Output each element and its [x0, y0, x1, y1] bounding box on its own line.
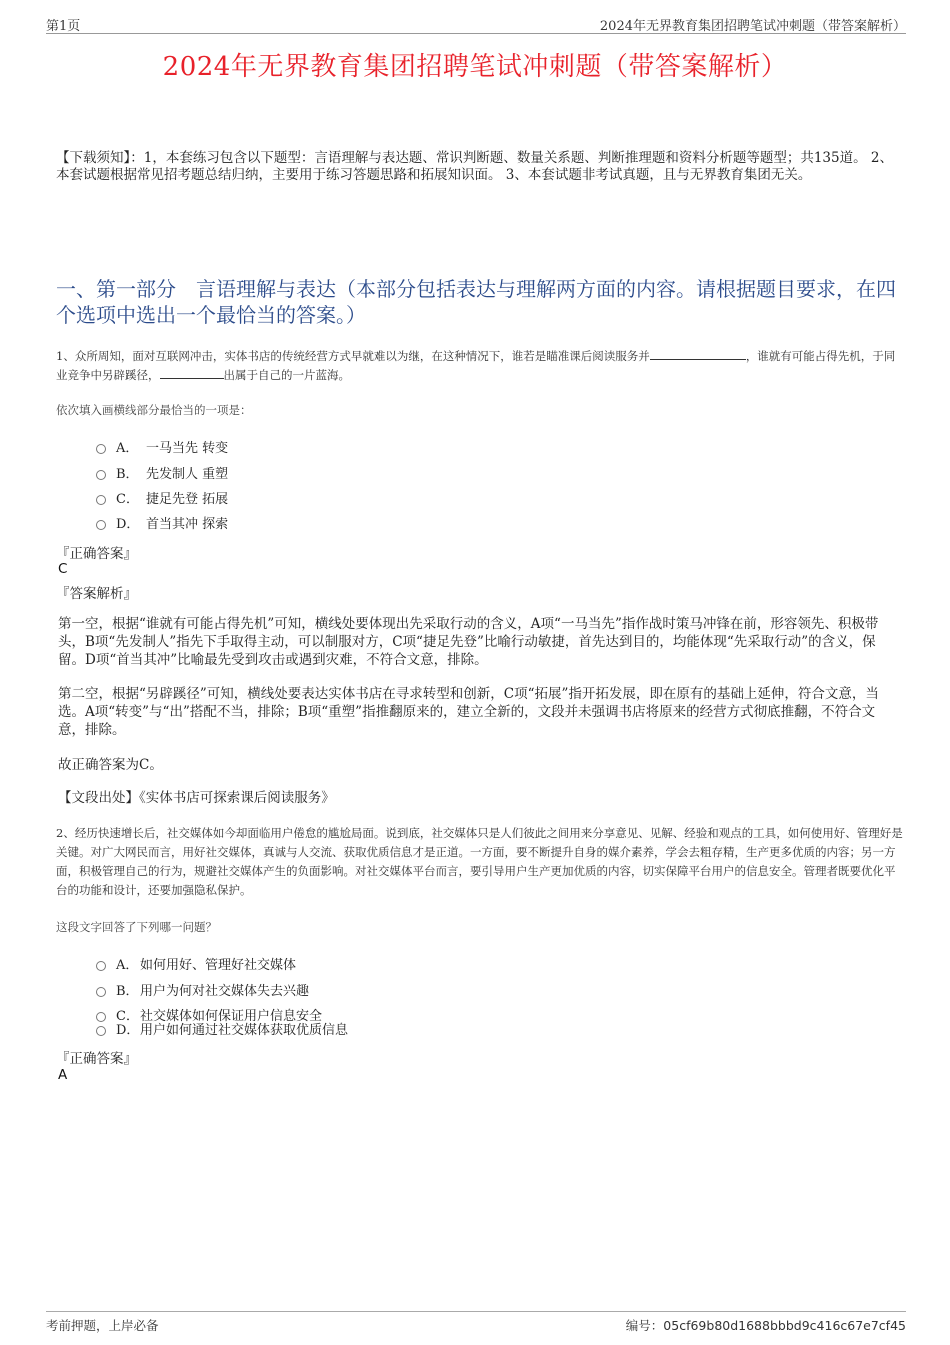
header-doc-title: 2024年无界教育集团招聘笔试冲刺题（带答案解析）	[599, 19, 906, 34]
page-title: 2024年无界教育集团招聘笔试冲刺题（带答案解析）	[162, 52, 788, 82]
radio-icon[interactable]	[96, 961, 106, 971]
radio-icon[interactable]	[96, 520, 106, 530]
question-1-option-d[interactable]	[96, 513, 228, 532]
question-2-option-b[interactable]	[96, 980, 309, 999]
option-letter: B．	[116, 467, 139, 482]
question-2-answer-label: 『正确答案』	[56, 1051, 137, 1067]
question-1-text-part: 1、众所周知，面对互联网冲击，实体书店的传统经营方式早就难以为继，在这种情况下，谁若是瞄准课后阅读服务并	[56, 349, 650, 363]
question-1-text-part: ，谁就有可能占得先机，于同业竞争中另辟蹊径，	[56, 349, 896, 382]
question-1-answer-label: 『正确答案』	[56, 546, 137, 562]
question-2-option-d[interactable]	[96, 1019, 348, 1038]
footer-code-value: 05cf69b80d1688bbbd9c416c67e7cf45	[663, 1318, 906, 1333]
question-1-answer: C	[58, 561, 68, 577]
option-text: 用户为何对社交媒体失去兴趣	[140, 984, 310, 999]
option-letter: D．	[116, 1023, 140, 1038]
page-number: 第1页	[46, 19, 81, 34]
download-notice: 【下载须知】：1，本套练习包含以下题型：言语理解与表达题、常识判断题、数量关系题、判断推理题和资料分析题等题型；共135道。 2、本套试题根据常见招考题总结归纳，主要用于练习答题思路和拓展知识面。 3、本套试题非考试真题，且与无界教育集团无关。	[56, 150, 893, 183]
option-letter: B．	[116, 984, 139, 999]
option-letter: C．	[116, 492, 139, 507]
question-1-option-b[interactable]	[96, 463, 228, 482]
radio-icon[interactable]	[96, 987, 106, 997]
question-2-answer: A	[58, 1067, 68, 1083]
blank-2	[160, 366, 224, 379]
footer-slogan: 考前押题，上岸必备	[46, 1318, 159, 1333]
question-1-text-part: 出属于自己的一片蓝海。	[223, 368, 350, 382]
option-text: 先发制人 重塑	[146, 467, 229, 482]
option-text: 如何用好、管理好社交媒体	[140, 958, 297, 973]
radio-icon[interactable]	[96, 495, 106, 505]
option-text: 一马当先 转变	[146, 441, 229, 456]
option-text: 捷足先登 拓展	[146, 492, 229, 507]
question-1-analysis-para-2: 第二空，根据“另辟蹊径”可知，横线处要表达实体书店在寻求转型和创新，C项“拓展”指开拓发展，即在原有的基础上延伸，符合文意，当选。A项“转变”与“出”搭配不当，排除；B项“重塑”指推翻原来的，建立全新的，文段并未强调书店将原来的经营方式彻底推翻，不符合文意，排除。	[58, 686, 879, 738]
option-letter: A．	[116, 441, 139, 456]
question-2-option-a[interactable]	[96, 954, 296, 973]
question-1-analysis-para-1: 第一空，根据“谁就有可能占得先机”可知，横线处要体现出先采取行动的含义，A项“一马当先”指作战时策马冲锋在前，形容领先、积极带头，B项“先发制人”指先下手取得主动，可以制服对方，C项“捷足先登”比喻行动敏捷，首先达到目的，均能体现“先采取行动”的含义，保留。D项“首当其冲”比喻最先受到攻击或遇到灾难，不符合文意，排除。	[58, 616, 879, 668]
option-letter: A．	[116, 958, 139, 973]
radio-icon[interactable]	[96, 1026, 106, 1036]
option-text: 用户如何通过社交媒体获取优质信息	[140, 1023, 349, 1038]
radio-icon[interactable]	[96, 444, 106, 454]
footer-code-label: 编号：	[625, 1318, 664, 1333]
question-2-text: 2、经历快速增长后，社交媒体如今却面临用户倦怠的尴尬局面。说到底，社交媒体只是人们彼此之间用来分享意见、见解、经验和观点的工具，如何使用好、管理好是关键。对广大网民而言，用好社交媒体，真诚与人交流、获取优质信息才是正道。一方面，要不断提升自身的媒介素养，学会去粗存精，生产更多优质的内容；另一方面，积极管理自己的行为，规避社交媒体产生的负面影响。对社交媒体平台而言，要引导用户生产更加优质的内容，切实保障平台用户的信息安全。管理者既要优化平台的功能和设计，还要加强隐私保护。	[56, 826, 903, 897]
question-1-analysis-label: 『答案解析』	[56, 586, 137, 602]
option-letter: C．	[116, 1009, 139, 1024]
header-divider	[46, 33, 906, 34]
option-text: 社交媒体如何保证用户信息安全	[140, 1009, 323, 1024]
section-heading: 一、第一部分 言语理解与表达（本部分包括表达与理解两方面的内容。请根据题目要求，在四个选项中选出一个最恰当的答案。）	[56, 277, 896, 327]
question-1-text	[56, 347, 904, 385]
question-1-analysis-conclusion: 故正确答案为C。	[58, 757, 163, 773]
option-letter: D．	[116, 517, 140, 532]
question-1-option-a[interactable]	[96, 437, 228, 456]
option-text: 首当其冲 探索	[146, 517, 229, 532]
radio-icon[interactable]	[96, 470, 106, 480]
blank-1	[650, 347, 746, 360]
question-1-source: 【文段出处】《实体书店可探索课后阅读服务》	[58, 790, 335, 806]
question-1-option-c[interactable]	[96, 488, 228, 507]
question-2-prompt: 这段文字回答了下列哪一问题？	[56, 920, 217, 934]
question-1-prompt: 依次填入画横线部分最恰当的一项是：	[56, 403, 252, 417]
footer-divider	[46, 1311, 906, 1312]
footer-code	[626, 1316, 906, 1334]
